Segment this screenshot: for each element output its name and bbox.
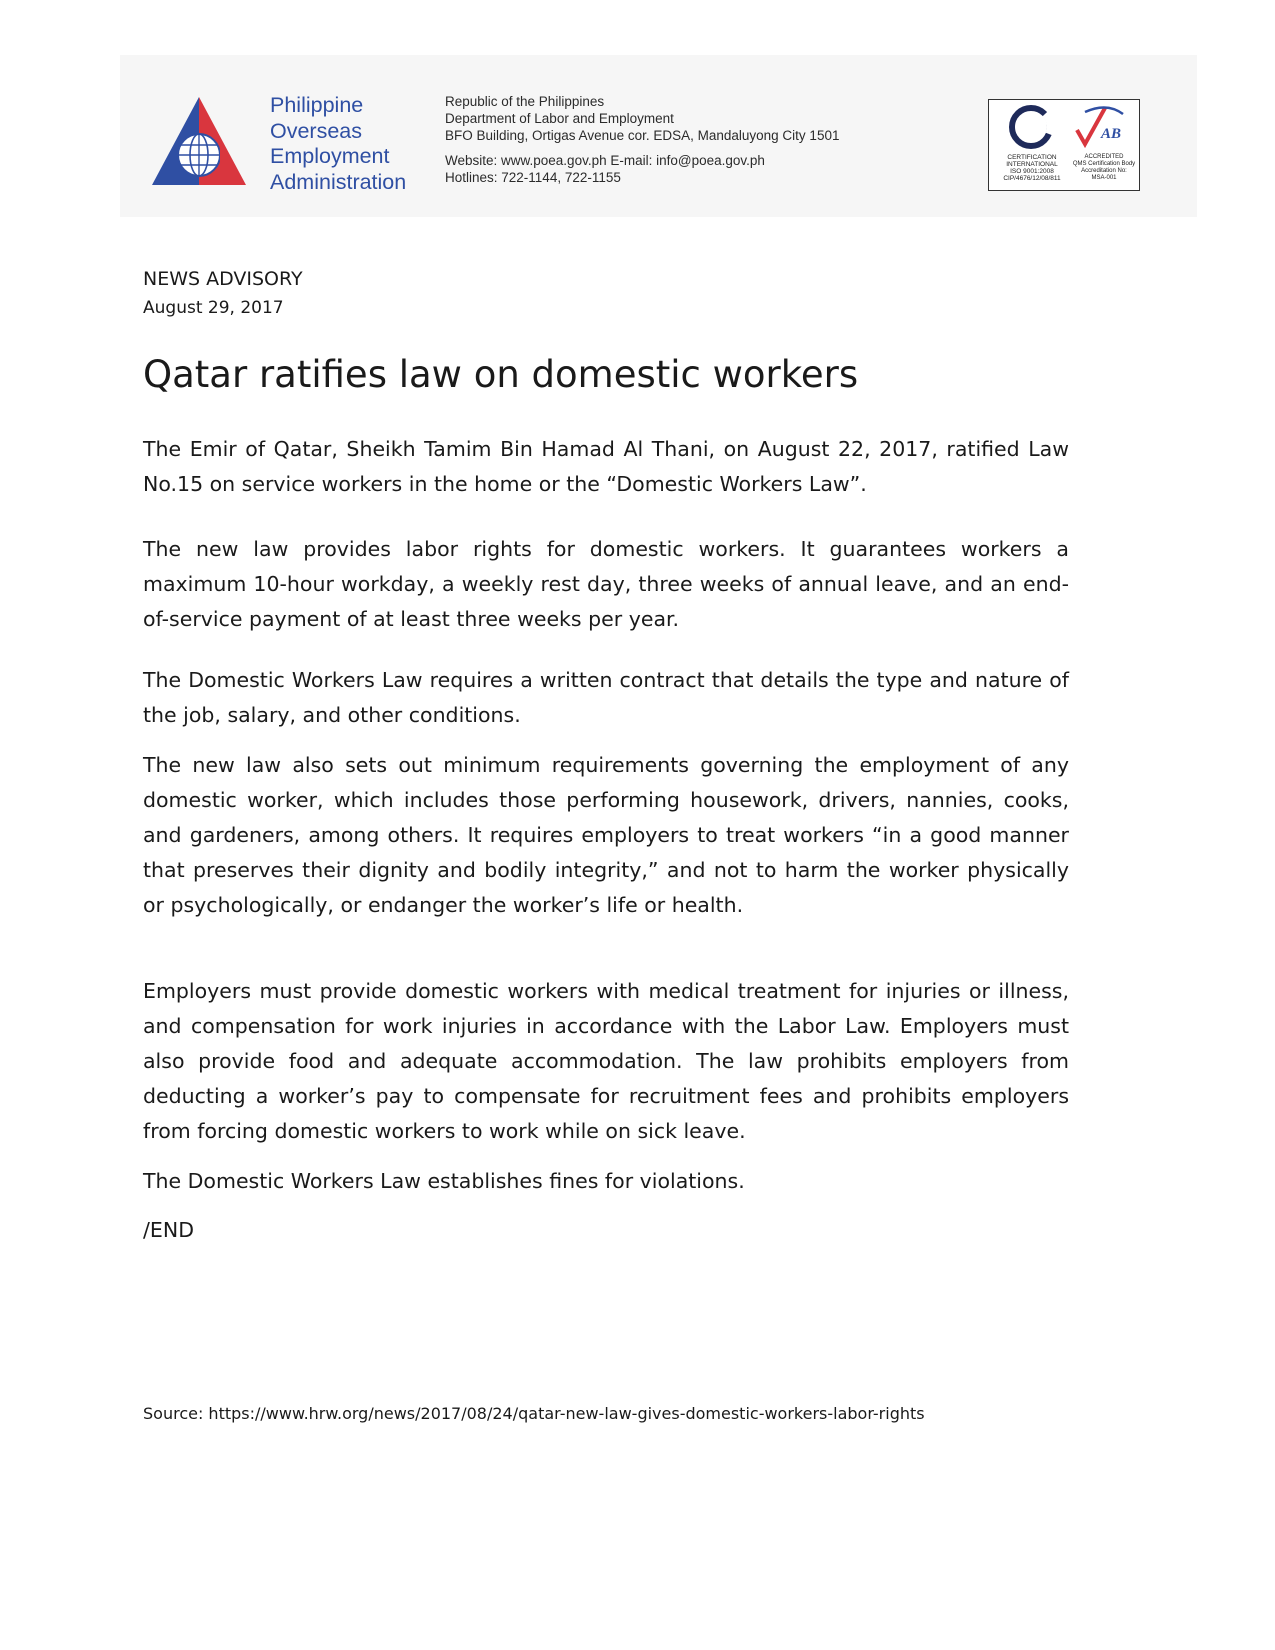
agency-name-line: Administration [270, 169, 407, 194]
cert-line: CERTIFICATION [1007, 154, 1057, 161]
poea-logo-icon [150, 95, 248, 189]
agency-name-line: Employment [270, 144, 390, 168]
agency-contact-block [445, 93, 839, 186]
agency-name-line: Overseas [270, 118, 363, 143]
source-citation: Source: https://www.hrw.org/news/2017/08/24/qatar-new-law-gives-domestic-workers-labor-rights [143, 1404, 925, 1423]
advisory-label: NEWS ADVISORY [143, 268, 303, 290]
cert-line: CIP/4676/12/08/811 [1003, 175, 1061, 182]
body-paragraph: The new law also sets out minimum requirements governing the employment of any domestic worker, which includes those performing housework, drivers, nannies, cooks, and gardeners, among others. It requires employers to treat workers “in a good manner that preserves their dignity and bodily integrity,” and not to harm the worker physically or psychologically, or endanger the worker’s life or health. [143, 753, 1069, 917]
cert-line: MSA-001 [1091, 175, 1117, 181]
hotlines-line: Hotlines: 722-1144, 722-1155 [445, 170, 621, 185]
cert-line: ACCREDITED [1084, 154, 1124, 160]
pab-accreditation-text [1071, 154, 1137, 182]
end-mark: /END [143, 1218, 194, 1242]
cert-line: QMS Certification Body [1072, 161, 1136, 167]
body-paragraph: The Emir of Qatar, Sheikh Tamim Bin Hamad Al Thani, on August 22, 2017, ratified Law No.15 on service workers in the home or the “Domestic Workers Law”. [143, 437, 1069, 496]
body-paragraph: The Domestic Workers Law establishes fines for violations. [143, 1169, 745, 1193]
cert-line: Accreditation No: [1081, 168, 1127, 174]
certification-badge [988, 99, 1140, 191]
pab-logo-text: AB [1101, 126, 1122, 142]
ci-certification-text [993, 154, 1071, 182]
cert-line: ISO 9001:2008 [1010, 168, 1054, 175]
body-paragraph: Employers must provide domestic workers with medical treatment for injuries or illness, and compensation for work injuries in accordance with the Labor Law. Employers must also provide food and adequate accommodation. The law prohibits employers from deducting a worker’s pay to compensate for recruitment fees and prohibits employers from forcing domestic workers to work while on sick leave. [143, 979, 1069, 1143]
letterhead [120, 55, 1197, 217]
advisory-date: August 29, 2017 [143, 298, 284, 318]
agency-name [270, 93, 406, 195]
agency-name-line: Philippine [270, 93, 364, 117]
address-line: Department of Labor and Employment [445, 111, 674, 126]
headline: Qatar ratifies law on domestic workers [143, 353, 859, 396]
body-paragraph: The Domestic Workers Law requires a written contract that details the type and nature of the job, salary, and other conditions. [143, 668, 1069, 727]
body-paragraph: The new law provides labor rights for domestic workers. It guarantees workers a maximum 10-hour workday, a weekly rest day, three weeks of annual leave, and an end-of-service payment of at least three weeks per year. [143, 537, 1069, 631]
cert-line: INTERNATIONAL [1006, 161, 1058, 168]
address-line: BFO Building, Ortigas Avenue cor. EDSA, Mandaluyong City 1501 [445, 128, 840, 143]
website-email-line: Website: www.poea.gov.ph E-mail: info@poea.gov.ph [445, 153, 765, 168]
address-line: Republic of the Philippines [445, 94, 605, 109]
